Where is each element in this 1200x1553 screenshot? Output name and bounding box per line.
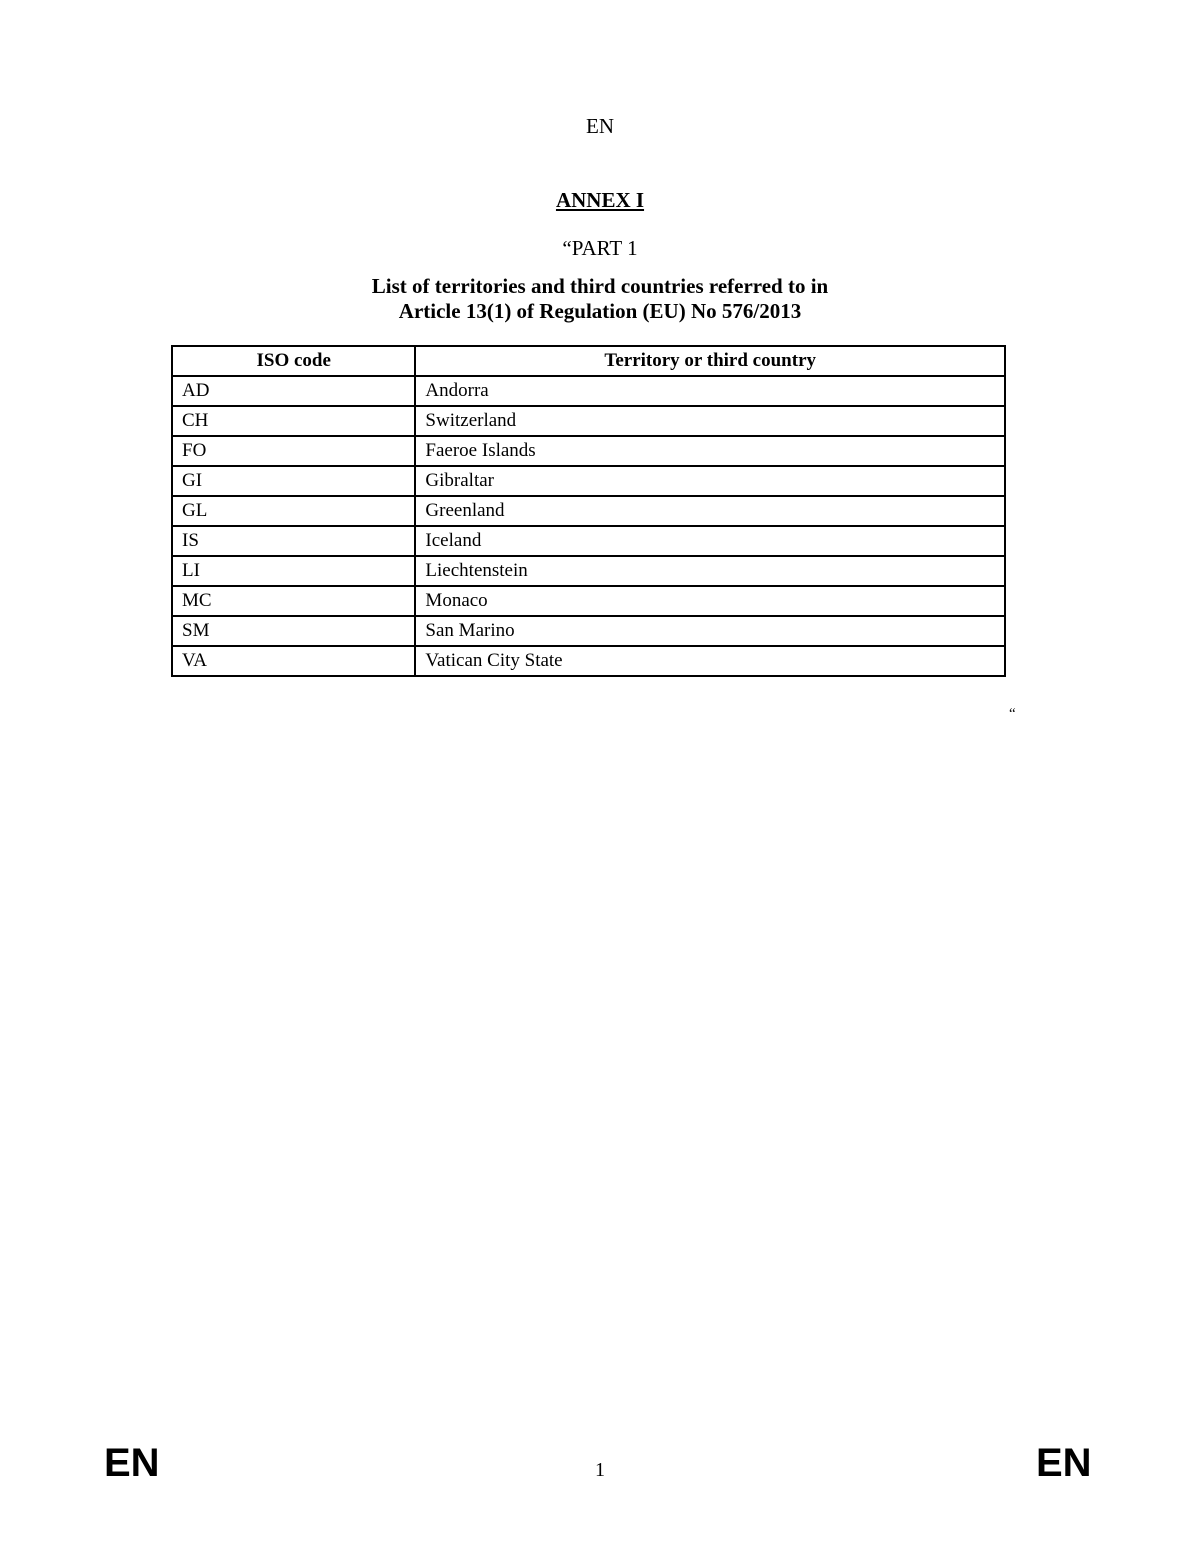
territory-name-cell: Switzerland xyxy=(415,406,1005,436)
table-row xyxy=(172,556,1005,586)
annex-title xyxy=(0,188,1200,213)
table-row xyxy=(172,466,1005,496)
table-row xyxy=(172,526,1005,556)
list-heading-line-2: Article 13(1) of Regulation (EU) No 576/2013 xyxy=(398,299,802,323)
territory-name-cell: Vatican City State xyxy=(415,646,1005,676)
iso-code-cell: GL xyxy=(172,496,415,526)
territory-name-cell: Gibraltar xyxy=(415,466,1005,496)
iso-code-cell: LI xyxy=(172,556,415,586)
footer-language-right: EN xyxy=(1036,1441,1092,1485)
iso-code-cell: VA xyxy=(172,646,415,676)
table-row xyxy=(172,496,1005,526)
table-row xyxy=(172,406,1005,436)
territory-name-cell: Faeroe Islands xyxy=(415,436,1005,466)
iso-code-cell: FO xyxy=(172,436,415,466)
iso-code-cell: GI xyxy=(172,466,415,496)
territory-name-cell: Greenland xyxy=(415,496,1005,526)
territory-name-cell: Andorra xyxy=(415,376,1005,406)
column-header-territory: Territory or third country xyxy=(415,346,1005,376)
header-language-label: EN xyxy=(586,114,614,138)
iso-code-cell: MC xyxy=(172,586,415,616)
table-header-row xyxy=(172,346,1005,376)
table-row xyxy=(172,376,1005,406)
part-title: “PART 1 xyxy=(562,236,638,260)
list-heading xyxy=(0,274,1200,324)
column-header-iso-code: ISO code xyxy=(172,346,415,376)
annex-title-text: ANNEX I xyxy=(555,188,645,212)
iso-code-cell: SM xyxy=(172,616,415,646)
iso-code-cell: IS xyxy=(172,526,415,556)
territory-name-cell: San Marino xyxy=(415,616,1005,646)
territories-table xyxy=(171,345,1006,677)
iso-code-cell: AD xyxy=(172,376,415,406)
table-row xyxy=(172,586,1005,616)
list-heading-line-1: List of territories and third countries referred to in xyxy=(371,274,829,298)
closing-quote-mark: “ xyxy=(1009,706,1016,722)
table-row xyxy=(172,616,1005,646)
footer-language-left: EN xyxy=(104,1441,160,1485)
territory-name-cell: Iceland xyxy=(415,526,1005,556)
iso-code-cell: CH xyxy=(172,406,415,436)
territory-name-cell: Liechtenstein xyxy=(415,556,1005,586)
table-row xyxy=(172,646,1005,676)
page-number: 1 xyxy=(595,1459,605,1481)
table-row xyxy=(172,436,1005,466)
territory-name-cell: Monaco xyxy=(415,586,1005,616)
